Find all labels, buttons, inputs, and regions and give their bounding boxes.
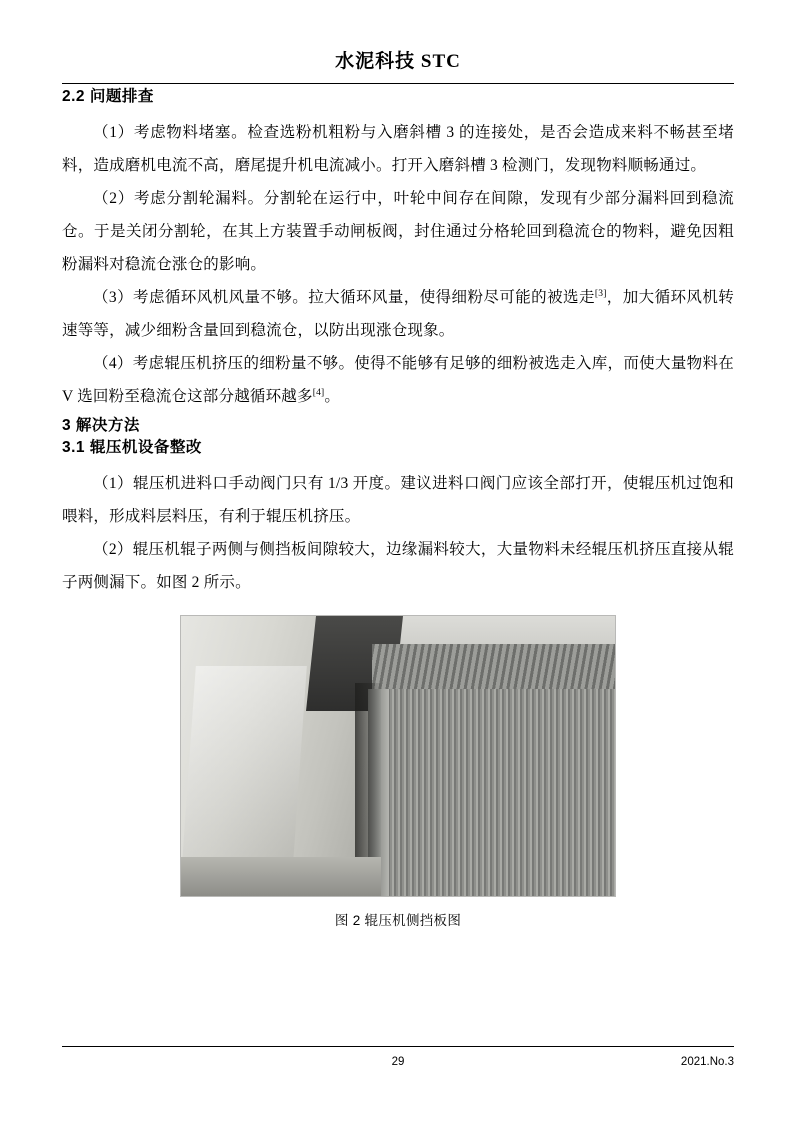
paragraph-2-2-2: （2）考虑分割轮漏料。分割轮在运行中，叶轮中间存在间隙，发现有少部分漏料回到稳流仓。于是关闭分割轮，在其上方装置手动闸板阀，封住通过分格轮回到稳流仓的物料，避免因粗粉漏料对稳流仓涨仓的影响。 (62, 190, 734, 273)
paragraph-2-2-4-text-a: （4）考虑辊压机挤压的细粉量不够。使得不能够有足够的细粉被选走入库，而使大量物料在 V 选回粉至稳流仓这部分越循环越多 (62, 355, 734, 405)
paragraph-2-2-1: （1）考虑物料堵塞。检查选粉机粗粉与入磨斜槽 3 的连接处，是否会造成来料不畅甚至堵料，造成磨机电流不高，磨尾提升机电流减小。打开入磨斜槽 3 检测门，发现物料顺畅通过。 (62, 124, 734, 174)
section-heading-2-2: 2.2 问题排查 (62, 88, 154, 105)
photo-floor (181, 857, 381, 896)
paragraph-2-2-3 (62, 281, 734, 347)
paragraph-2-2-3-text-a: （3）考虑循环风机风量不够。拉大循环风量，使得细粉尽可能的被选走 (93, 289, 595, 306)
section-heading-3: 3 解决方法 (62, 417, 140, 434)
footer-divider (62, 1046, 734, 1047)
journal-title: 水泥科技 STC (335, 51, 461, 72)
reference-marker-3: [3] (594, 288, 607, 299)
issue-label: 2021.No.3 (680, 1056, 734, 1068)
section-heading-3-1: 3.1 辊压机设备整改 (62, 439, 202, 456)
figure-2-photo (180, 615, 616, 897)
page-header (62, 0, 734, 84)
figure-2 (62, 615, 734, 929)
paragraph-2-2-4-text-b: 。 (324, 388, 341, 405)
reference-marker-4: [4] (312, 387, 325, 398)
paragraph-2-2-3-text-b: ，加大循环风机转速等等，减少细粉含量回到稳流仓，以防出现涨仓现象。 (62, 289, 734, 339)
paragraph-3-1-2: （2）辊压机辊子两侧与侧挡板间隙较大，边缘漏料较大，大量物料未经辊压机挤压直接从辊子两侧漏下。如图 2 所示。 (62, 541, 734, 591)
figure-2-caption: 图 2 辊压机侧挡板图 (334, 913, 462, 928)
photo-roller-surface (372, 689, 615, 896)
paragraph-3-1-1: （1）辊压机进料口手动阀门只有 1/3 开度。建议进料口阀门应该全部打开，使辊压机过饱和喂料，形成料层料压，有利于辊压机挤压。 (62, 475, 734, 525)
paragraph-2-2-4 (62, 347, 734, 413)
page-number: 29 (391, 1056, 405, 1068)
page-content (62, 0, 734, 929)
